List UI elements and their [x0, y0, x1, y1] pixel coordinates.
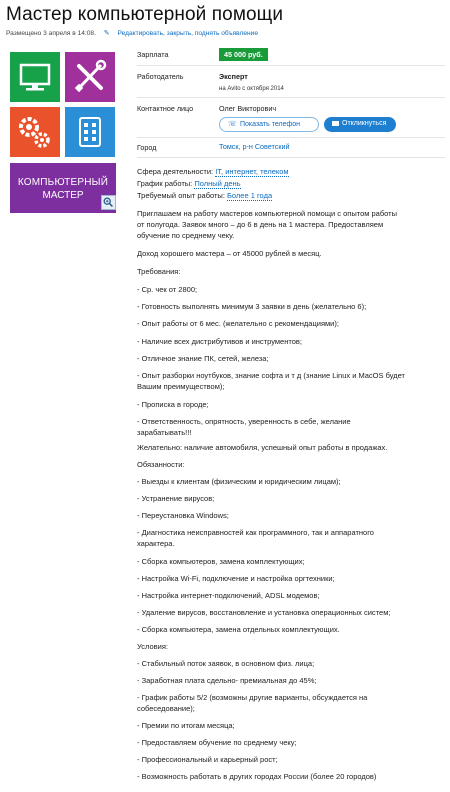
desc-line: зарабатывать!!! [137, 428, 192, 437]
desc-line: обучение по среднему чеку. [137, 231, 235, 240]
employer-since: на Avito с октября 2014 [219, 86, 284, 92]
zoom-button[interactable] [101, 195, 116, 210]
tools-icon [65, 52, 115, 102]
listing-meta [6, 29, 258, 37]
pencil-icon: ✎ [103, 30, 110, 37]
desc-line: - Наличие всех дистрибутивов и инструментов; [137, 337, 302, 346]
desc-line: от полугода. Заявок много – до 6 в день на 1 мастера. Предоставляем [137, 220, 384, 229]
desc-line: собеседование); [137, 704, 195, 713]
show-phone-label: Показать телефон [240, 121, 300, 128]
logo-line-2: МАСТЕР [42, 190, 84, 201]
mail-icon [332, 121, 339, 126]
desc-line: - Премии по итогам месяца; [137, 721, 235, 730]
salary-badge: 45 000 руб. [219, 48, 268, 61]
tablet-icon [65, 107, 115, 157]
schedule-label: График работы: [137, 179, 193, 188]
gears-icon [10, 107, 60, 157]
tools-tile[interactable] [65, 52, 115, 102]
desc-line: Доход хорошего мастера – от 45000 рублей в месяц. [137, 249, 322, 258]
desc-line: - Устранение вирусов; [137, 494, 215, 503]
desc-line: - Стабильный поток заявок, в основном физ. лица; [137, 659, 315, 668]
desc-line: - Выезды к клиентам (физическим и юридическим лицам); [137, 477, 341, 486]
employer-label: Работодатель [137, 72, 184, 81]
sphere-value[interactable]: IT, интернет, телеком [215, 167, 289, 176]
schedule-line [137, 179, 241, 188]
desc-line: Условия: [137, 642, 168, 651]
desc-line: - Опыт разборки ноутбуков, знание софта и т д (знание Linux и MacOS будет [137, 371, 405, 380]
desc-line: - Предоставляем обучение по среднему чеку; [137, 738, 297, 747]
desc-line: Требования: [137, 267, 181, 276]
edit-listing-link[interactable]: Редактировать, закрыть, поднять объявление [117, 30, 259, 37]
desc-line: Вашим преимуществом); [137, 382, 225, 391]
desc-line: - Ср. чек от 2800; [137, 285, 198, 294]
divider [137, 97, 445, 98]
employer-name[interactable]: Эксперт [219, 72, 248, 81]
desc-line: - Настройка интернет-подключений, ADSL модемов; [137, 591, 320, 600]
sphere-label: Сфера деятельности: [137, 167, 214, 176]
desc-line: - Готовность выполнять минимум 3 заявки в день (желательно 6); [137, 302, 367, 311]
desc-line: - Сборка компьютера, замена отдельных комплектующих. [137, 625, 340, 634]
salary-label: Зарплата [137, 50, 169, 59]
desc-line: Обязанности: [137, 460, 185, 469]
desc-line: - Ответственность, опрятность, уверенность в себе, желание [137, 417, 351, 426]
desc-line: - Заработная плата сдельно- премиальная до 45%; [137, 676, 317, 685]
phone-icon: ☏ [228, 121, 237, 128]
reply-label: Откликнуться [342, 120, 387, 127]
tablet-tile[interactable] [65, 107, 115, 157]
divider [137, 65, 445, 66]
experience-label: Требуемый опыт работы: [137, 191, 225, 200]
gears-tile[interactable] [10, 107, 60, 157]
desc-line: Желательно: наличие автомобиля, успешный опыт работы в продажах. [137, 443, 388, 452]
desc-line: - Диагностика неисправностей как программного, так и аппаратного [137, 528, 374, 537]
desc-line: - Отличное знание ПК, сетей, железа; [137, 354, 269, 363]
sphere-line [137, 167, 289, 176]
reply-button[interactable] [324, 117, 396, 132]
page-title: Мастер компьютерной помощи [6, 4, 284, 25]
contact-name: Олег Викторович [219, 104, 277, 113]
desc-line: - Профессиональный и карьерный рост; [137, 755, 278, 764]
experience-line [137, 191, 272, 200]
desc-line: характера. [137, 539, 175, 548]
desc-line: - Прописка в городе; [137, 400, 209, 409]
show-phone-button[interactable] [219, 117, 319, 132]
desc-line: - График работы 5/2 (возможны другие варианты, обсуждается на [137, 693, 368, 702]
desc-line: Приглашаем на работу мастеров компьютерной помощи с опытом работы [137, 209, 397, 218]
city-label: Город [137, 143, 157, 152]
schedule-value[interactable]: Полный день [194, 179, 241, 188]
monitor-tile[interactable] [10, 52, 60, 102]
city-link[interactable]: Томск, р-н Советский [219, 142, 290, 151]
desc-line: - Возможность работать в других городах России (более 20 городов) [137, 772, 377, 781]
logo-line-1: КОМПЬЮТЕРНЫЙ [17, 177, 109, 188]
desc-line: - Настройка Wi-Fi, подключение и настройка оргтехники; [137, 574, 335, 583]
posted-date: Размещено 3 апреля в 14:08. [6, 30, 96, 37]
experience-value[interactable]: Более 1 года [227, 191, 273, 200]
desc-line: - Удаление вирусов, восстановление и установка операционных систем; [137, 608, 391, 617]
divider [137, 137, 445, 138]
zoom-icon [102, 196, 115, 209]
monitor-icon [10, 52, 60, 102]
desc-line: - Опыт работы от 6 мес. (желательно с рекомендациями); [137, 319, 339, 328]
desc-line: - Сборка компьютеров, замена комплектующих; [137, 557, 305, 566]
contact-label: Контактное лицо [137, 104, 194, 113]
divider [137, 157, 445, 158]
desc-line: - Переустановка Windows; [137, 511, 229, 520]
